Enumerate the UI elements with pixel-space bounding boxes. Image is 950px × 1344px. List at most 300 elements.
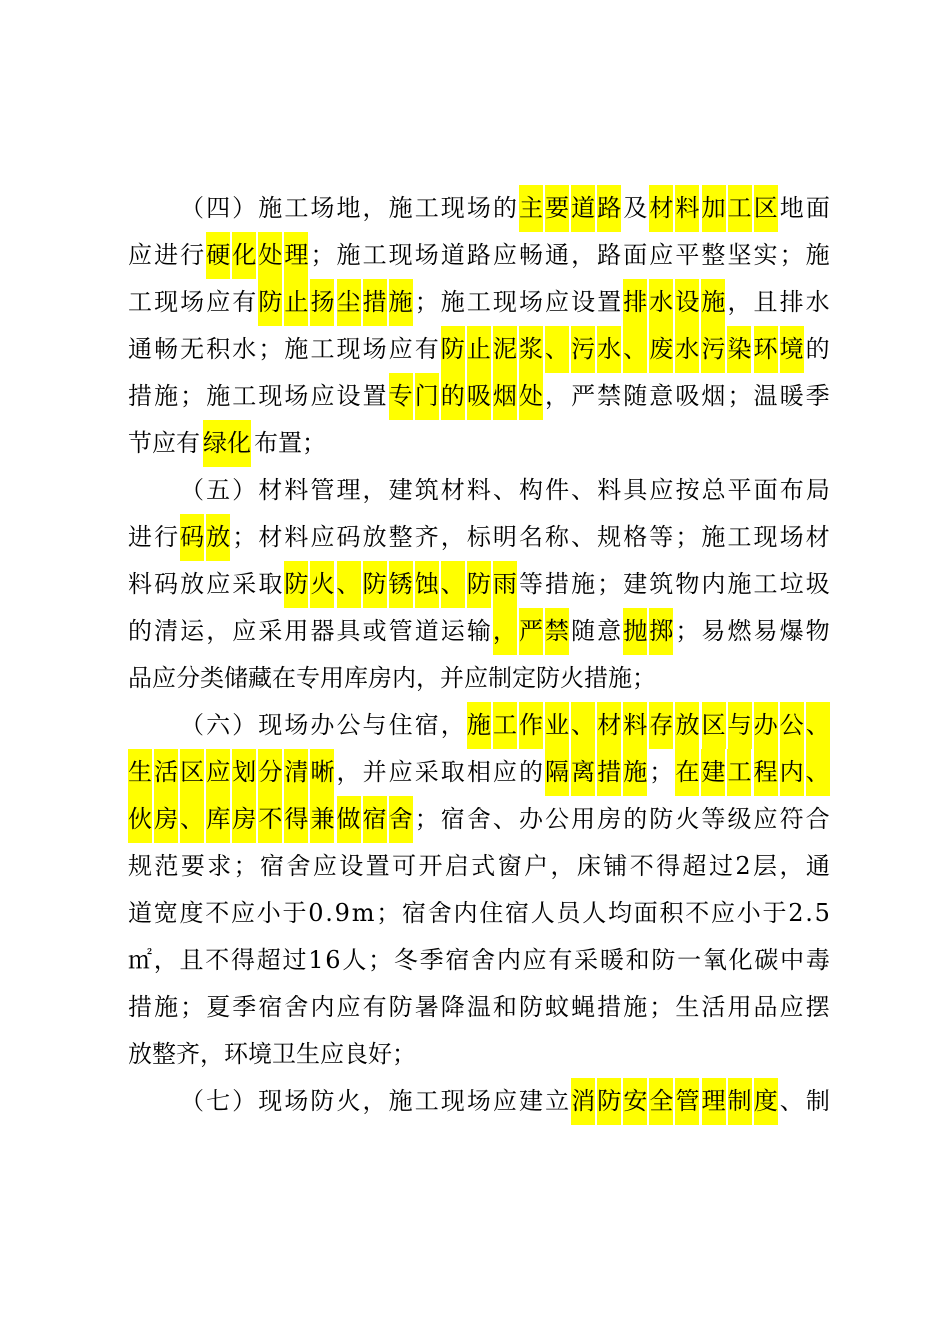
highlighted-text: 雨 <box>493 561 517 608</box>
text-run: 办 <box>518 805 543 833</box>
text-run: 摆 <box>805 993 830 1021</box>
text-run: 应 <box>128 241 152 269</box>
highlighted-text: 清 <box>284 749 308 796</box>
text-run: 住 <box>479 899 504 927</box>
text-run: 等 <box>518 570 543 598</box>
text-run: 宿 <box>504 899 529 927</box>
text-run: 畅 <box>518 241 543 269</box>
text-run: 场 <box>466 194 491 222</box>
text-run: 行 <box>154 523 179 551</box>
text-run: 材 <box>258 476 283 504</box>
text-run: 应 <box>206 288 231 316</box>
text-run: ， <box>362 476 387 504</box>
text-run: 度 <box>179 899 204 927</box>
text-run: 内 <box>496 946 521 974</box>
text-run: 筑 <box>649 570 674 598</box>
text-run: ； <box>649 993 674 1021</box>
highlighted-text: 路 <box>597 185 621 232</box>
highlighted-text: 放 <box>206 514 230 561</box>
text-run: （ <box>180 711 204 739</box>
text-run: 放 <box>180 570 205 598</box>
text-line <box>128 279 830 326</box>
text-run: 场 <box>284 382 309 410</box>
highlighted-text: 划 <box>232 749 256 796</box>
text-run: 房 <box>597 805 622 833</box>
highlighted-text: 的 <box>441 373 465 420</box>
text-run: 碳 <box>754 946 779 974</box>
text-run: ； <box>649 758 674 786</box>
highlighted-text: 、 <box>571 702 595 749</box>
text-run: 场 <box>310 194 335 222</box>
text-run: ， <box>206 617 231 645</box>
text-run: 置 <box>597 288 622 316</box>
text-run: 人 <box>530 899 555 927</box>
text-run: 防 <box>310 1087 335 1115</box>
text-line <box>128 890 830 937</box>
text-run: 舍 <box>427 899 452 927</box>
text-run: 、 <box>571 523 596 551</box>
text-run: 、 <box>571 476 596 504</box>
text-run: （ <box>180 1087 204 1115</box>
text-run: 蚊 <box>545 993 569 1021</box>
highlighted-text: 离 <box>571 749 595 796</box>
highlighted-text: 设 <box>675 279 699 326</box>
text-run: 、 <box>492 805 517 833</box>
text-run: 并 <box>362 758 387 786</box>
text-run: 具 <box>336 617 361 645</box>
text-run: 场 <box>414 241 439 269</box>
highlighted-text: 严 <box>519 608 543 655</box>
highlighted-text: 浆 <box>519 326 543 373</box>
highlighted-text: 理 <box>284 232 308 279</box>
text-run: 面 <box>623 241 648 269</box>
text-run: 面 <box>805 194 830 222</box>
highlighted-text: 材 <box>649 185 673 232</box>
text-run: 物 <box>675 570 700 598</box>
highlighted-text: 生 <box>128 749 152 796</box>
text-run: 水 <box>805 288 830 316</box>
text-run: 施 <box>336 241 361 269</box>
text-run: 应 <box>336 993 361 1021</box>
text-run: 施 <box>571 570 596 598</box>
text-run: 场 <box>518 288 543 316</box>
text-run: 通 <box>545 241 569 269</box>
text-run: 工 <box>414 194 439 222</box>
text-run: 内 <box>310 993 335 1021</box>
text-run: 材 <box>440 476 465 504</box>
highlighted-text: 理 <box>702 1078 726 1125</box>
text-run: 吸 <box>675 382 700 410</box>
text-run: 要 <box>180 852 205 880</box>
text-run: 工 <box>310 335 335 363</box>
text-run: 筑 <box>414 476 439 504</box>
highlighted-text: 区 <box>702 702 726 749</box>
text-run: 明 <box>492 523 517 551</box>
text-run: 施 <box>284 335 309 363</box>
text-run: 公 <box>545 805 569 833</box>
text-run: 工 <box>466 288 491 316</box>
highlighted-text: 与 <box>728 702 752 749</box>
text-run: 四 <box>206 194 231 222</box>
text-run: 应 <box>522 946 547 974</box>
text-run: 标 <box>466 523 491 551</box>
text-line <box>128 373 830 420</box>
text-run: 放 <box>362 523 387 551</box>
text-run: 过 <box>708 852 733 880</box>
text-run: 布置； <box>254 429 326 457</box>
text-run: 清 <box>154 617 179 645</box>
text-run: 用 <box>284 617 309 645</box>
text-run: 9 <box>334 899 350 927</box>
highlighted-text: 扬 <box>310 279 334 326</box>
highlighted-text: 化 <box>232 232 256 279</box>
highlighted-text: 放 <box>675 702 699 749</box>
text-run: 温 <box>753 382 778 410</box>
text-run: 工 <box>284 194 309 222</box>
text-run: 施 <box>440 288 465 316</box>
text-run: 严 <box>571 382 596 410</box>
highlighted-text: 要 <box>545 185 569 232</box>
highlighted-text: 染 <box>727 326 751 373</box>
text-run: 施 <box>388 1087 413 1115</box>
text-run: 用 <box>727 993 752 1021</box>
text-run: 采 <box>232 570 257 598</box>
text-run: 排 <box>779 288 804 316</box>
text-run: 七 <box>206 1087 231 1115</box>
text-run: 管 <box>310 476 335 504</box>
highlighted-text: 水 <box>649 279 673 326</box>
text-run: 物 <box>805 617 830 645</box>
text-run: ） <box>232 1087 257 1115</box>
text-run: . <box>325 899 333 927</box>
text-run: 道 <box>440 241 465 269</box>
text-run: 意 <box>649 382 674 410</box>
highlighted-text: 门 <box>415 373 439 420</box>
highlighted-text: 水 <box>597 326 621 373</box>
text-run: 积 <box>659 899 684 927</box>
text-run: 与 <box>362 711 387 739</box>
highlighted-text: 公 <box>780 702 804 749</box>
text-run: 宿 <box>414 711 439 739</box>
highlighted-text: 存 <box>649 702 673 749</box>
text-run: 防 <box>649 805 674 833</box>
text-run: 应 <box>492 241 517 269</box>
text-run: 开 <box>418 852 443 880</box>
text-run: 场 <box>284 1087 309 1115</box>
text-line <box>128 843 830 890</box>
text-run: ； <box>368 946 393 974</box>
text-run: 现 <box>336 335 361 363</box>
text-run: 措 <box>597 993 622 1021</box>
text-line <box>128 561 830 608</box>
text-run: ； <box>232 523 257 551</box>
highlighted-text: 材 <box>597 702 621 749</box>
text-run: 应 <box>649 241 674 269</box>
text-run: 畅 <box>154 335 179 363</box>
highlighted-text: 得 <box>284 796 308 843</box>
text-line <box>128 937 830 984</box>
text-run: 暖 <box>779 382 804 410</box>
highlighted-text: 烟 <box>493 373 517 420</box>
text-run: 道 <box>414 617 439 645</box>
text-run: 内 <box>453 899 478 927</box>
text-run: ； <box>376 899 401 927</box>
text-run: ； <box>414 288 439 316</box>
text-run: 办 <box>310 711 335 739</box>
highlighted-text: 工 <box>727 749 751 796</box>
text-run: 水 <box>232 335 257 363</box>
text-run: 有 <box>232 288 257 316</box>
highlighted-text: 、 <box>337 561 361 608</box>
text-run: 应 <box>312 852 337 880</box>
text-run: 格 <box>623 523 648 551</box>
highlighted-text: 蚀 <box>415 561 439 608</box>
text-run: 内 <box>701 570 726 598</box>
text-run: 求 <box>207 852 232 880</box>
text-run: 式 <box>471 852 496 880</box>
text-run: 户 <box>524 852 549 880</box>
text-run: 爆 <box>779 617 804 645</box>
text-run: 施 <box>388 194 413 222</box>
text-run: 启 <box>444 852 469 880</box>
text-run: ； <box>779 241 804 269</box>
text-run: 件 <box>545 476 570 504</box>
text-run: 放整齐，环境卫生应良好； <box>128 1040 416 1068</box>
text-run: ， <box>362 194 387 222</box>
text-run: ； <box>180 993 205 1021</box>
text-run: 、 <box>779 1087 804 1115</box>
text-run: 不 <box>685 899 710 927</box>
paragraph-p5 <box>128 467 830 702</box>
text-run: ， <box>545 382 569 410</box>
highlighted-text: 、 <box>806 702 830 749</box>
text-run: 员 <box>556 899 581 927</box>
text-run: 宿 <box>258 993 283 1021</box>
text-line <box>128 749 830 796</box>
text-run: 布 <box>779 476 804 504</box>
highlighted-text: 主 <box>519 185 543 232</box>
text-run: 料 <box>128 570 152 598</box>
text-run: 地 <box>336 194 361 222</box>
text-run: 应 <box>753 805 778 833</box>
text-run: 管 <box>388 617 413 645</box>
text-line <box>128 514 830 561</box>
highlighted-text: 尘 <box>337 279 361 326</box>
text-run: 季 <box>805 382 830 410</box>
text-run: 窗 <box>497 852 522 880</box>
text-run: ； <box>414 805 439 833</box>
text-run: 应 <box>232 617 257 645</box>
text-run: 现 <box>753 523 778 551</box>
highlighted-text: 火 <box>310 561 334 608</box>
text-run: 得 <box>656 852 681 880</box>
text-run: 施 <box>258 194 283 222</box>
text-run: 2 <box>735 852 751 880</box>
text-run: 工 <box>128 288 152 316</box>
text-run: 的 <box>623 805 648 833</box>
text-run: 符 <box>779 805 804 833</box>
text-run: 运 <box>180 617 205 645</box>
text-run: 坚 <box>727 241 752 269</box>
text-run: 合 <box>805 805 830 833</box>
text-run: 总 <box>701 476 726 504</box>
highlighted-text: 房 <box>232 796 256 843</box>
text-run: 现 <box>440 194 465 222</box>
text-run: 工 <box>414 1087 439 1115</box>
text-run: 于 <box>762 899 787 927</box>
highlighted-text: 做 <box>337 796 361 843</box>
text-run: 火 <box>336 1087 361 1115</box>
text-run: 季 <box>232 993 257 1021</box>
text-line <box>128 185 830 232</box>
text-run: 及 <box>623 194 648 222</box>
highlighted-text: 施 <box>701 279 725 326</box>
text-run: 采 <box>258 617 283 645</box>
text-run: m <box>351 899 375 927</box>
text-run: 可 <box>392 852 417 880</box>
text-run: ， <box>440 523 465 551</box>
text-run: 施 <box>623 993 648 1021</box>
text-run: 和 <box>625 946 650 974</box>
text-run: 或 <box>362 617 387 645</box>
text-run: 小 <box>256 899 281 927</box>
text-run: 施 <box>154 993 179 1021</box>
text-run: 暑 <box>414 993 439 1021</box>
text-run: ； <box>675 617 700 645</box>
highlighted-text: 隔 <box>545 749 569 796</box>
highlighted-text: 区 <box>180 749 204 796</box>
text-run: 0 <box>308 899 324 927</box>
text-run: 床 <box>576 852 601 880</box>
highlighted-text: 处 <box>519 373 543 420</box>
text-run: 建 <box>519 1087 544 1115</box>
text-line <box>128 608 830 655</box>
text-run: 规 <box>128 852 152 880</box>
text-run: 1 <box>308 946 324 974</box>
highlighted-text: 、 <box>623 326 647 373</box>
highlighted-text: 加 <box>702 185 726 232</box>
text-run: ， <box>362 1087 387 1115</box>
highlighted-text: 防 <box>284 561 308 608</box>
text-run: 施 <box>727 570 752 598</box>
text-run: 措 <box>128 993 152 1021</box>
text-run: 的 <box>805 335 830 363</box>
text-line <box>128 1078 830 1125</box>
text-line <box>128 984 830 1031</box>
text-run: 层 <box>753 852 778 880</box>
text-run: 路 <box>597 241 622 269</box>
highlighted-text: 、 <box>545 326 569 373</box>
text-run: 小 <box>736 899 761 927</box>
text-run: 燃 <box>727 617 752 645</box>
text-run: 禁 <box>597 382 622 410</box>
highlighted-text: ， <box>493 608 517 655</box>
text-run: 均 <box>607 899 632 927</box>
text-run: 应 <box>545 288 569 316</box>
text-run: ， <box>440 711 465 739</box>
text-run: 现 <box>154 288 179 316</box>
text-run: ； <box>597 570 622 598</box>
highlighted-text: 不 <box>258 796 282 843</box>
highlighted-text: 废 <box>649 326 673 373</box>
text-run: 现 <box>258 382 283 410</box>
highlighted-text: 专 <box>389 373 413 420</box>
text-run: 道 <box>128 899 152 927</box>
text-run: 料 <box>466 476 491 504</box>
text-run: 超 <box>256 946 281 974</box>
text-run: 施 <box>701 523 726 551</box>
highlighted-text: 办 <box>754 702 778 749</box>
text-run: 构 <box>519 476 544 504</box>
text-run: 舍 <box>471 946 496 974</box>
text-run: 路 <box>466 241 491 269</box>
text-run: 取 <box>440 758 465 786</box>
text-run: 现 <box>492 288 517 316</box>
highlighted-text: 全 <box>649 1078 673 1125</box>
text-run: 应 <box>492 1087 517 1115</box>
text-run: 面 <box>633 899 658 927</box>
text-run: . <box>805 899 813 927</box>
text-run: 圾 <box>805 570 830 598</box>
text-line <box>128 655 830 702</box>
text-run: 生 <box>675 993 700 1021</box>
highlighted-text: 晰 <box>310 749 334 796</box>
text-run: 随 <box>623 382 648 410</box>
text-run: 应 <box>779 993 804 1021</box>
text-run: 输 <box>466 617 491 645</box>
text-run: 宿 <box>445 946 470 974</box>
text-run: ； <box>310 241 335 269</box>
highlighted-text: 防 <box>467 561 491 608</box>
text-run: 料 <box>597 476 622 504</box>
highlighted-text: 禁 <box>545 608 569 655</box>
text-line <box>128 326 830 373</box>
text-run: 等 <box>649 523 674 551</box>
text-run: 易 <box>753 617 778 645</box>
text-run: 料 <box>284 523 309 551</box>
text-run: 工 <box>232 382 257 410</box>
text-run: 平 <box>675 241 700 269</box>
text-run: 名 <box>518 523 543 551</box>
text-run: 级 <box>727 805 752 833</box>
paragraph-p6 <box>128 702 830 1078</box>
text-run: 采 <box>574 946 599 974</box>
text-run: 活 <box>701 993 726 1021</box>
highlighted-text: 施 <box>467 702 491 749</box>
text-run: 施 <box>154 382 179 410</box>
text-run: 有 <box>548 946 573 974</box>
highlighted-text: 止 <box>284 279 308 326</box>
text-run: 整 <box>701 241 726 269</box>
text-run: 住 <box>388 711 413 739</box>
text-run: 现 <box>388 241 413 269</box>
highlighted-text: 处 <box>258 232 282 279</box>
text-run: 应 <box>388 335 413 363</box>
text-run: 相 <box>466 758 491 786</box>
highlighted-text: 污 <box>571 326 595 373</box>
text-run: 意 <box>597 617 622 645</box>
highlighted-text: 泥 <box>493 326 517 373</box>
highlighted-text: 在 <box>675 749 699 796</box>
highlighted-text: 水 <box>675 326 699 373</box>
highlighted-text: 吸 <box>467 373 491 420</box>
text-run: 场 <box>362 335 387 363</box>
text-run: 范 <box>154 852 179 880</box>
text-run: 铺 <box>603 852 628 880</box>
highlighted-text: 制 <box>728 1078 752 1125</box>
text-run: 行 <box>180 241 205 269</box>
text-run: 舍 <box>466 805 491 833</box>
